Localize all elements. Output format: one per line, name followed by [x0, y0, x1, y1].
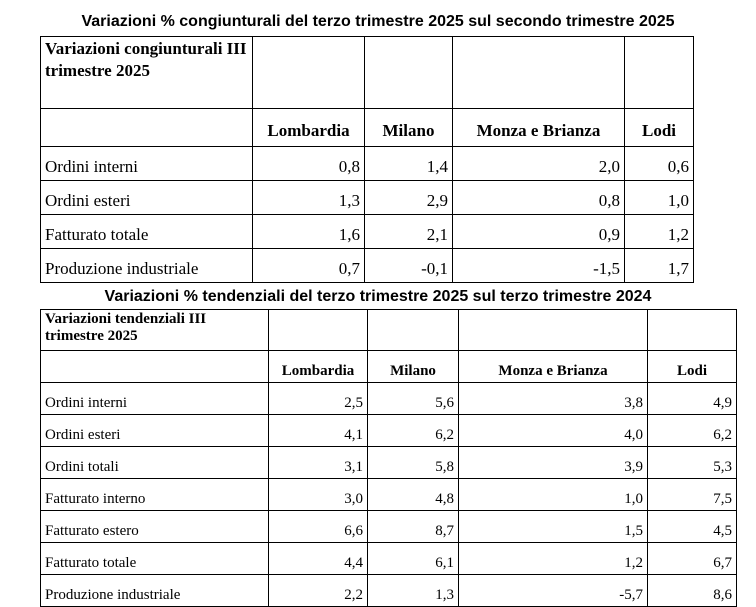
- table-row: [41, 479, 737, 511]
- value-cell: 0,9: [453, 215, 625, 249]
- empty-cell: [648, 310, 737, 351]
- table-row: [41, 181, 694, 215]
- value-cell: 2,9: [365, 181, 453, 215]
- value-cell: 5,8: [368, 447, 459, 479]
- column-header-monza-brianza: Monza e Brianza: [459, 351, 648, 383]
- row-label: Produzione industriale: [41, 249, 253, 283]
- row-label: Ordini esteri: [41, 415, 269, 447]
- value-cell: 1,5: [459, 511, 648, 543]
- value-cell: 8,6: [648, 575, 737, 607]
- table-row: [41, 543, 737, 575]
- value-cell: 2,0: [453, 147, 625, 181]
- value-cell: 3,8: [459, 383, 648, 415]
- value-cell: 1,0: [625, 181, 694, 215]
- value-cell: 4,8: [368, 479, 459, 511]
- value-cell: 0,8: [453, 181, 625, 215]
- value-cell: 0,8: [253, 147, 365, 181]
- column-header-lodi: Lodi: [648, 351, 737, 383]
- table-2-title: Variazioni % tendenziali del terzo trimestre 2025 sul terzo trimestre 2024: [104, 288, 652, 305]
- table-row: [41, 511, 737, 543]
- value-cell: 6,6: [269, 511, 368, 543]
- value-cell: 0,6: [625, 147, 694, 181]
- value-cell: 4,4: [269, 543, 368, 575]
- empty-cell: [41, 351, 269, 383]
- column-header-row: [41, 109, 694, 147]
- value-cell: 2,1: [365, 215, 453, 249]
- row-label: Ordini totali: [41, 447, 269, 479]
- column-header-lombardia: Lombardia: [253, 109, 365, 147]
- value-cell: 4,9: [648, 383, 737, 415]
- corner-header: Variazioni congiunturali III trimestre 2025: [41, 37, 253, 109]
- value-cell: 3,0: [269, 479, 368, 511]
- value-cell: 1,4: [365, 147, 453, 181]
- value-cell: 1,3: [368, 575, 459, 607]
- column-header-milano: Milano: [368, 351, 459, 383]
- value-cell: 5,3: [648, 447, 737, 479]
- value-cell: -1,5: [453, 249, 625, 283]
- table-row: [41, 383, 737, 415]
- table-row: [41, 215, 694, 249]
- empty-cell: [625, 37, 694, 109]
- value-cell: 1,2: [625, 215, 694, 249]
- empty-cell: [459, 310, 648, 351]
- table-row: [41, 575, 737, 607]
- value-cell: 4,5: [648, 511, 737, 543]
- empty-cell: [368, 310, 459, 351]
- value-cell: 5,6: [368, 383, 459, 415]
- value-cell: 4,0: [459, 415, 648, 447]
- value-cell: 1,7: [625, 249, 694, 283]
- row-label: Fatturato totale: [41, 543, 269, 575]
- value-cell: 1,6: [253, 215, 365, 249]
- row-label: Ordini interni: [41, 147, 253, 181]
- value-cell: 8,7: [368, 511, 459, 543]
- table-1: [40, 36, 694, 283]
- value-cell: 0,7: [253, 249, 365, 283]
- empty-cell: [453, 37, 625, 109]
- column-header-row: [41, 351, 737, 383]
- row-label: Ordini esteri: [41, 181, 253, 215]
- value-cell: 1,0: [459, 479, 648, 511]
- value-cell: 7,5: [648, 479, 737, 511]
- value-cell: -5,7: [459, 575, 648, 607]
- value-cell: 4,1: [269, 415, 368, 447]
- value-cell: 6,2: [368, 415, 459, 447]
- table-2: [40, 309, 737, 607]
- row-label: Ordini interni: [41, 383, 269, 415]
- corner-header: Variazioni tendenziali III trimestre 2025: [41, 310, 269, 351]
- empty-cell: [269, 310, 368, 351]
- table-row: [41, 249, 694, 283]
- value-cell: 2,2: [269, 575, 368, 607]
- table-row: [41, 447, 737, 479]
- empty-cell: [41, 109, 253, 147]
- value-cell: 1,3: [253, 181, 365, 215]
- column-header-monza-brianza: Monza e Brianza: [453, 109, 625, 147]
- column-header-lodi: Lodi: [625, 109, 694, 147]
- table-header-row: [41, 37, 694, 109]
- empty-cell: [253, 37, 365, 109]
- table-header-row: [41, 310, 737, 351]
- value-cell: 3,9: [459, 447, 648, 479]
- column-header-lombardia: Lombardia: [269, 351, 368, 383]
- column-header-milano: Milano: [365, 109, 453, 147]
- row-label: Fatturato totale: [41, 215, 253, 249]
- table-1-title: Variazioni % congiunturali del terzo trimestre 2025 sul secondo trimestre 2025: [81, 13, 675, 30]
- empty-cell: [365, 37, 453, 109]
- value-cell: -0,1: [365, 249, 453, 283]
- row-label: Fatturato estero: [41, 511, 269, 543]
- value-cell: 6,7: [648, 543, 737, 575]
- row-label: Produzione industriale: [41, 575, 269, 607]
- value-cell: 3,1: [269, 447, 368, 479]
- value-cell: 1,2: [459, 543, 648, 575]
- row-label: Fatturato interno: [41, 479, 269, 511]
- value-cell: 2,5: [269, 383, 368, 415]
- value-cell: 6,2: [648, 415, 737, 447]
- value-cell: 6,1: [368, 543, 459, 575]
- table-row: [41, 147, 694, 181]
- table-row: [41, 415, 737, 447]
